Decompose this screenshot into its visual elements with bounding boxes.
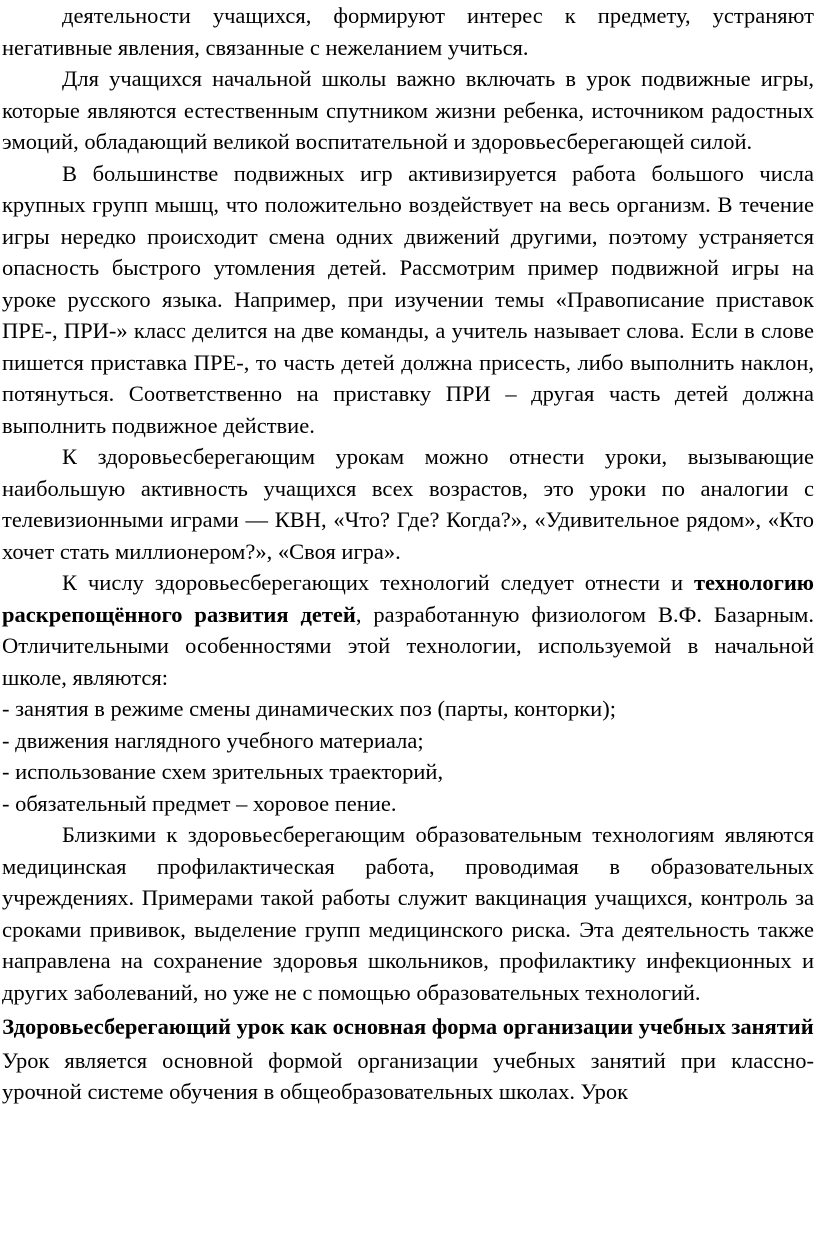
paragraph-bazarny-technology xyxy=(2,567,814,693)
list-item: - движения наглядного учебного материала; xyxy=(2,727,424,753)
paragraph-bazarny-end: , разработанную физиологом В.Ф. Базарным. Отличительными особенностями этой технологии, используемой в начальной школе, являются: xyxy=(2,601,814,690)
paragraph-bazarny-start: К числу здоровьесберегающих технологий следует отнести и xyxy=(62,570,694,595)
section-heading: Здоровьесберегающий урок как основная форма организации учебных занятий xyxy=(2,1014,814,1039)
highlighted-technology-name: технологию раскрепощённого развития детей xyxy=(2,570,814,627)
list-item: - использование схем зрительных траекторий, xyxy=(2,759,444,784)
paragraph-outdoor-games: Для учащихся начальной школы важно включать в урок подвижные игры, которые являются естественным спутником жизни ребенка, источником радостных эмоций, обладающий великой воспитательной и здоровьесберегающей силой. xyxy=(2,66,814,154)
list-item: - занятия в режиме смены динамических поз (парты, конторки); xyxy=(2,696,616,721)
paragraph-continuation: деятельности учащихся, формируют интерес к предмету, устраняют негативные явления, связанные с нежеланием учиться. xyxy=(2,3,814,60)
document-page xyxy=(2,0,814,1108)
paragraph-medical-work: Близкими к здоровьесберегающим образовательным технологиям являются медицинская профилактическая работа, проводимая в образовательных учреждениях. Примерами такой работы служит вакцинация учащихся, контроль за сроками прививок, выделение групп медицинского риска. Эта деятельность также направлена на сохранение здоровья школьников, профилактику инфекционных и других заболеваний, но уже не с помощью образовательных технологий. xyxy=(2,822,814,1005)
list-item: - обязательный предмет – хоровое пение. xyxy=(2,790,397,816)
paragraph-lesson-definition: Урок является основной формой организации учебных занятий при классно-урочной системе обучения в общеобразовательных школах. Урок xyxy=(2,1047,814,1104)
paragraph-tv-game-lessons: К здоровьесберегающим урокам можно отнести уроки, вызывающие наибольшую активность учащихся всех возрастов, это уроки по аналогии с телевизионными играми — КВН, «Что? Где? Когда?», «Удивительное рядом», «Кто хочет стать миллионером?», «Своя игра». xyxy=(2,444,814,564)
paragraph-muscle-groups: В большинстве подвижных игр активизируется работа большого числа крупных групп мышц, что положительно воздействует на весь организм. В течение игры нередко происходит смена одних движений другими, поэтому устраняется опасность быстрого утомления детей. Рассмотрим пример подвижной игры на уроке русского языка. Например, при изучении темы «Правописание приставок ПРЕ-, ПРИ-» класс делится на две команды, а учитель называет слова. Если в слове пишется приставка ПРЕ-, то часть детей должна присесть, либо выполнить наклон, потянуться. Соответственно на приставку ПРИ – другая часть детей должна выполнить подвижное действие. xyxy=(2,160,814,438)
